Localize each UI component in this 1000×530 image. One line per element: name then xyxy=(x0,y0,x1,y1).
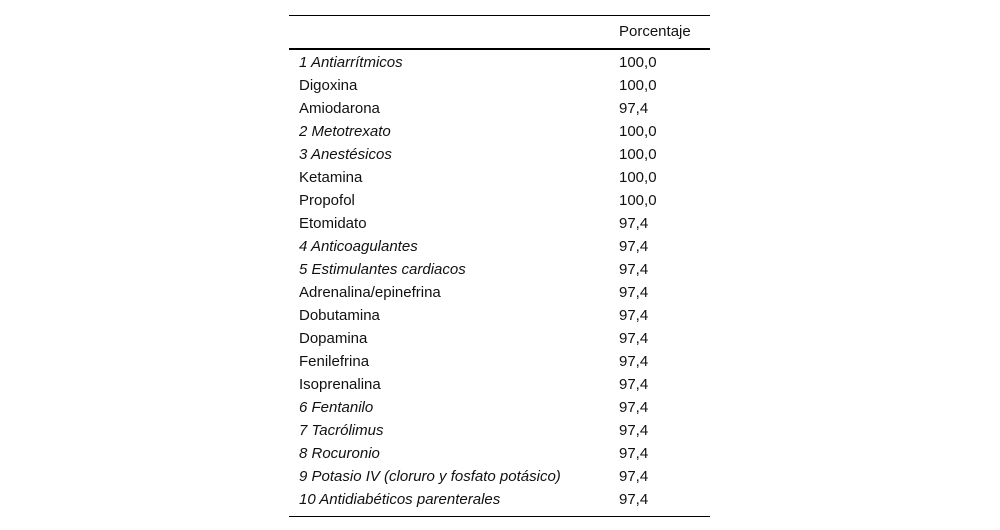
row-percentage-cell: 97,4 xyxy=(619,491,649,508)
table-row xyxy=(289,396,710,419)
data-table-container xyxy=(289,15,710,517)
table-row xyxy=(289,304,710,327)
row-percentage-cell: 97,4 xyxy=(619,215,649,232)
row-percentage-cell: 97,4 xyxy=(619,399,649,416)
row-percentage-cell: 100,0 xyxy=(619,77,657,94)
row-name-cell: 8 Rocuronio xyxy=(299,445,380,462)
header-row xyxy=(289,16,710,50)
row-name-cell: 4 Anticoagulantes xyxy=(299,238,418,255)
row-percentage-cell: 97,4 xyxy=(619,100,649,117)
row-name-cell: Amiodarona xyxy=(299,100,380,117)
row-percentage-cell: 100,0 xyxy=(619,146,657,163)
row-name-cell: 7 Tacrólimus xyxy=(299,422,384,439)
row-percentage-cell: 97,4 xyxy=(619,261,649,278)
table-row xyxy=(289,74,710,97)
row-name-cell: Fenilefrina xyxy=(299,353,370,370)
row-name-cell: Ketamina xyxy=(299,169,363,186)
row-name-cell: 3 Anestésicos xyxy=(299,146,392,163)
row-name-cell: Isoprenalina xyxy=(299,376,381,393)
table-row xyxy=(289,442,710,465)
table-row xyxy=(289,373,710,396)
row-percentage-cell: 97,4 xyxy=(619,376,649,393)
table-row xyxy=(289,465,710,488)
table-row xyxy=(289,235,710,258)
row-name-cell: Digoxina xyxy=(299,77,358,94)
table-row xyxy=(289,327,710,350)
medication-percentage-table xyxy=(289,15,710,517)
table-row xyxy=(289,281,710,304)
row-percentage-cell: 97,4 xyxy=(619,238,649,255)
table-row xyxy=(289,189,710,212)
row-percentage-cell: 97,4 xyxy=(619,422,649,439)
table-row xyxy=(289,258,710,281)
table-body xyxy=(289,49,710,517)
row-name-cell: Etomidato xyxy=(299,215,367,232)
table-row xyxy=(289,143,710,166)
row-percentage-cell: 97,4 xyxy=(619,307,649,324)
row-percentage-cell: 100,0 xyxy=(619,54,657,71)
row-percentage-cell: 100,0 xyxy=(619,123,657,140)
row-percentage-cell: 97,4 xyxy=(619,468,649,485)
table-row xyxy=(289,49,710,74)
row-name-cell: 1 Antiarrítmicos xyxy=(299,54,403,71)
table-header xyxy=(289,16,710,50)
row-name-cell: 6 Fentanilo xyxy=(299,399,374,416)
row-percentage-cell: 100,0 xyxy=(619,169,657,186)
row-percentage-cell: 97,4 xyxy=(619,353,649,370)
table-row xyxy=(289,419,710,442)
row-percentage-cell: 97,4 xyxy=(619,284,649,301)
row-name-cell: Adrenalina/epinefrina xyxy=(299,284,441,301)
row-name-cell: 9 Potasio IV (cloruro y fosfato potásico) xyxy=(299,468,561,485)
row-percentage-cell: 97,4 xyxy=(619,445,649,462)
header-cell-percentage: Porcentaje xyxy=(619,23,691,40)
row-name-cell: Dobutamina xyxy=(299,307,380,324)
table-row xyxy=(289,212,710,235)
table-row xyxy=(289,120,710,143)
row-name-cell: Propofol xyxy=(299,192,355,209)
row-name-cell: Dopamina xyxy=(299,330,368,347)
table-row xyxy=(289,488,710,517)
row-name-cell: 5 Estimulantes cardiacos xyxy=(299,261,466,278)
header-cell-name xyxy=(289,16,619,50)
table-row xyxy=(289,97,710,120)
table-row xyxy=(289,350,710,373)
row-percentage-cell: 97,4 xyxy=(619,330,649,347)
table-row xyxy=(289,166,710,189)
row-name-cell: 10 Antidiabéticos parenterales xyxy=(299,491,501,508)
row-percentage-cell: 100,0 xyxy=(619,192,657,209)
row-name-cell: 2 Metotrexato xyxy=(299,123,391,140)
